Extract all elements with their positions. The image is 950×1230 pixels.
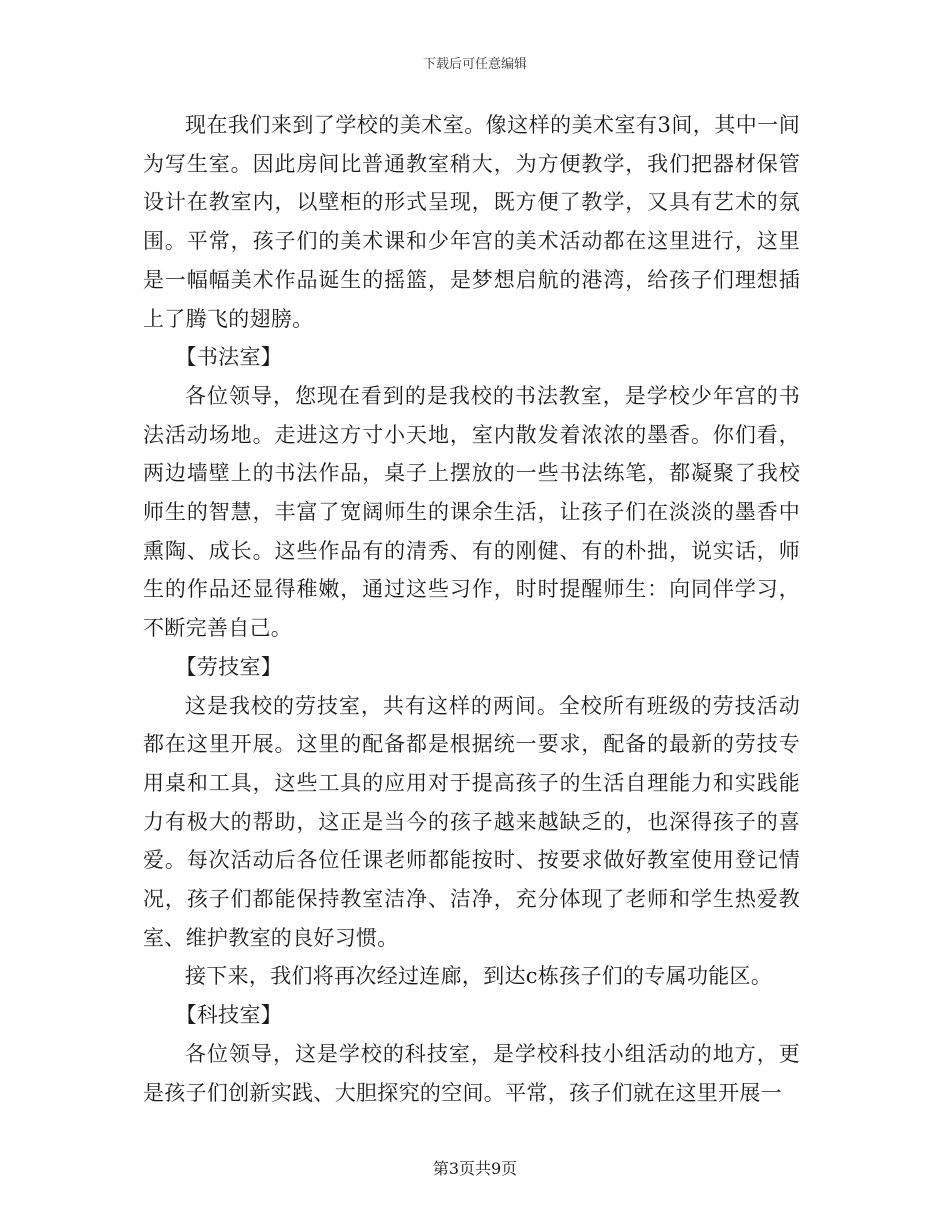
- paragraph-labor-room: 这是我校的劳技室，共有这样的两间。全校所有班级的劳技活动都在这里开展。这里的配备都是根据统一要求，配备的最新的劳技专用桌和工具，这些工具的应用对于提高孩子的生活自理能力和实践能力有极大的帮助，这正是当今的孩子越来越缺乏的，也深得孩子的喜爱。每次活动后各位任课老师都能按时、按要求做好教室使用登记情况，孩子们都能保持教室洁净、洁净，充分体现了老师和学生热爱教室、维护教室的良好习惯。: [143, 693, 800, 950]
- paragraph-art-room: 现在我们来到了学校的美术室。像这样的美术室有3间，其中一间为写生室。因此房间比普通教室稍大，为方便教学，我们把器材保管设计在教室内，以壁柜的形式呈现，既方便了教学，又具有艺术的氛围。平常，孩子们的美术课和少年宫的美术活动都在这里进行，这里是一幅幅美术作品诞生的摇篮，是梦想启航的港湾，给孩子们理想插上了腾飞的翅膀。: [143, 113, 800, 331]
- section-heading-calligraphy: 【书法室】: [175, 345, 283, 370]
- page-footer: 第3页共9页: [432, 1159, 518, 1178]
- section-heading-science: 【科技室】: [175, 1003, 283, 1028]
- paragraph-transition: 接下来，我们将再次经过连廊，到达c栋孩子们的专属功能区。: [185, 964, 773, 989]
- section-heading-labor: 【劳技室】: [175, 654, 283, 679]
- page-header: 下载后可任意编辑: [422, 57, 527, 72]
- document-body: [143, 106, 800, 1112]
- paragraph-calligraphy-room: 各位领导，您现在看到的是我校的书法教室，是学校少年宫的书法活动场地。走进这方寸小天地，室内散发着浓浓的墨香。你们看，两边墙壁上的书法作品，桌子上摆放的一些书法练笔，都凝聚了我校师生的智慧，丰富了宽阔师生的课余生活，让孩子们在淡淡的墨香中熏陶、成长。这些作品有的清秀、有的刚健、有的朴拙，说实话，师生的作品还显得稚嫩，通过这些习作，时时提醒师生：向同伴学习，不断完善自己。: [143, 383, 800, 641]
- paragraph-science-room: 各位领导，这是学校的科技室，是学校科技小组活动的地方，更是孩子们创新实践、大胆探究的空间。平常，孩子们就在这里开展一: [143, 1041, 800, 1105]
